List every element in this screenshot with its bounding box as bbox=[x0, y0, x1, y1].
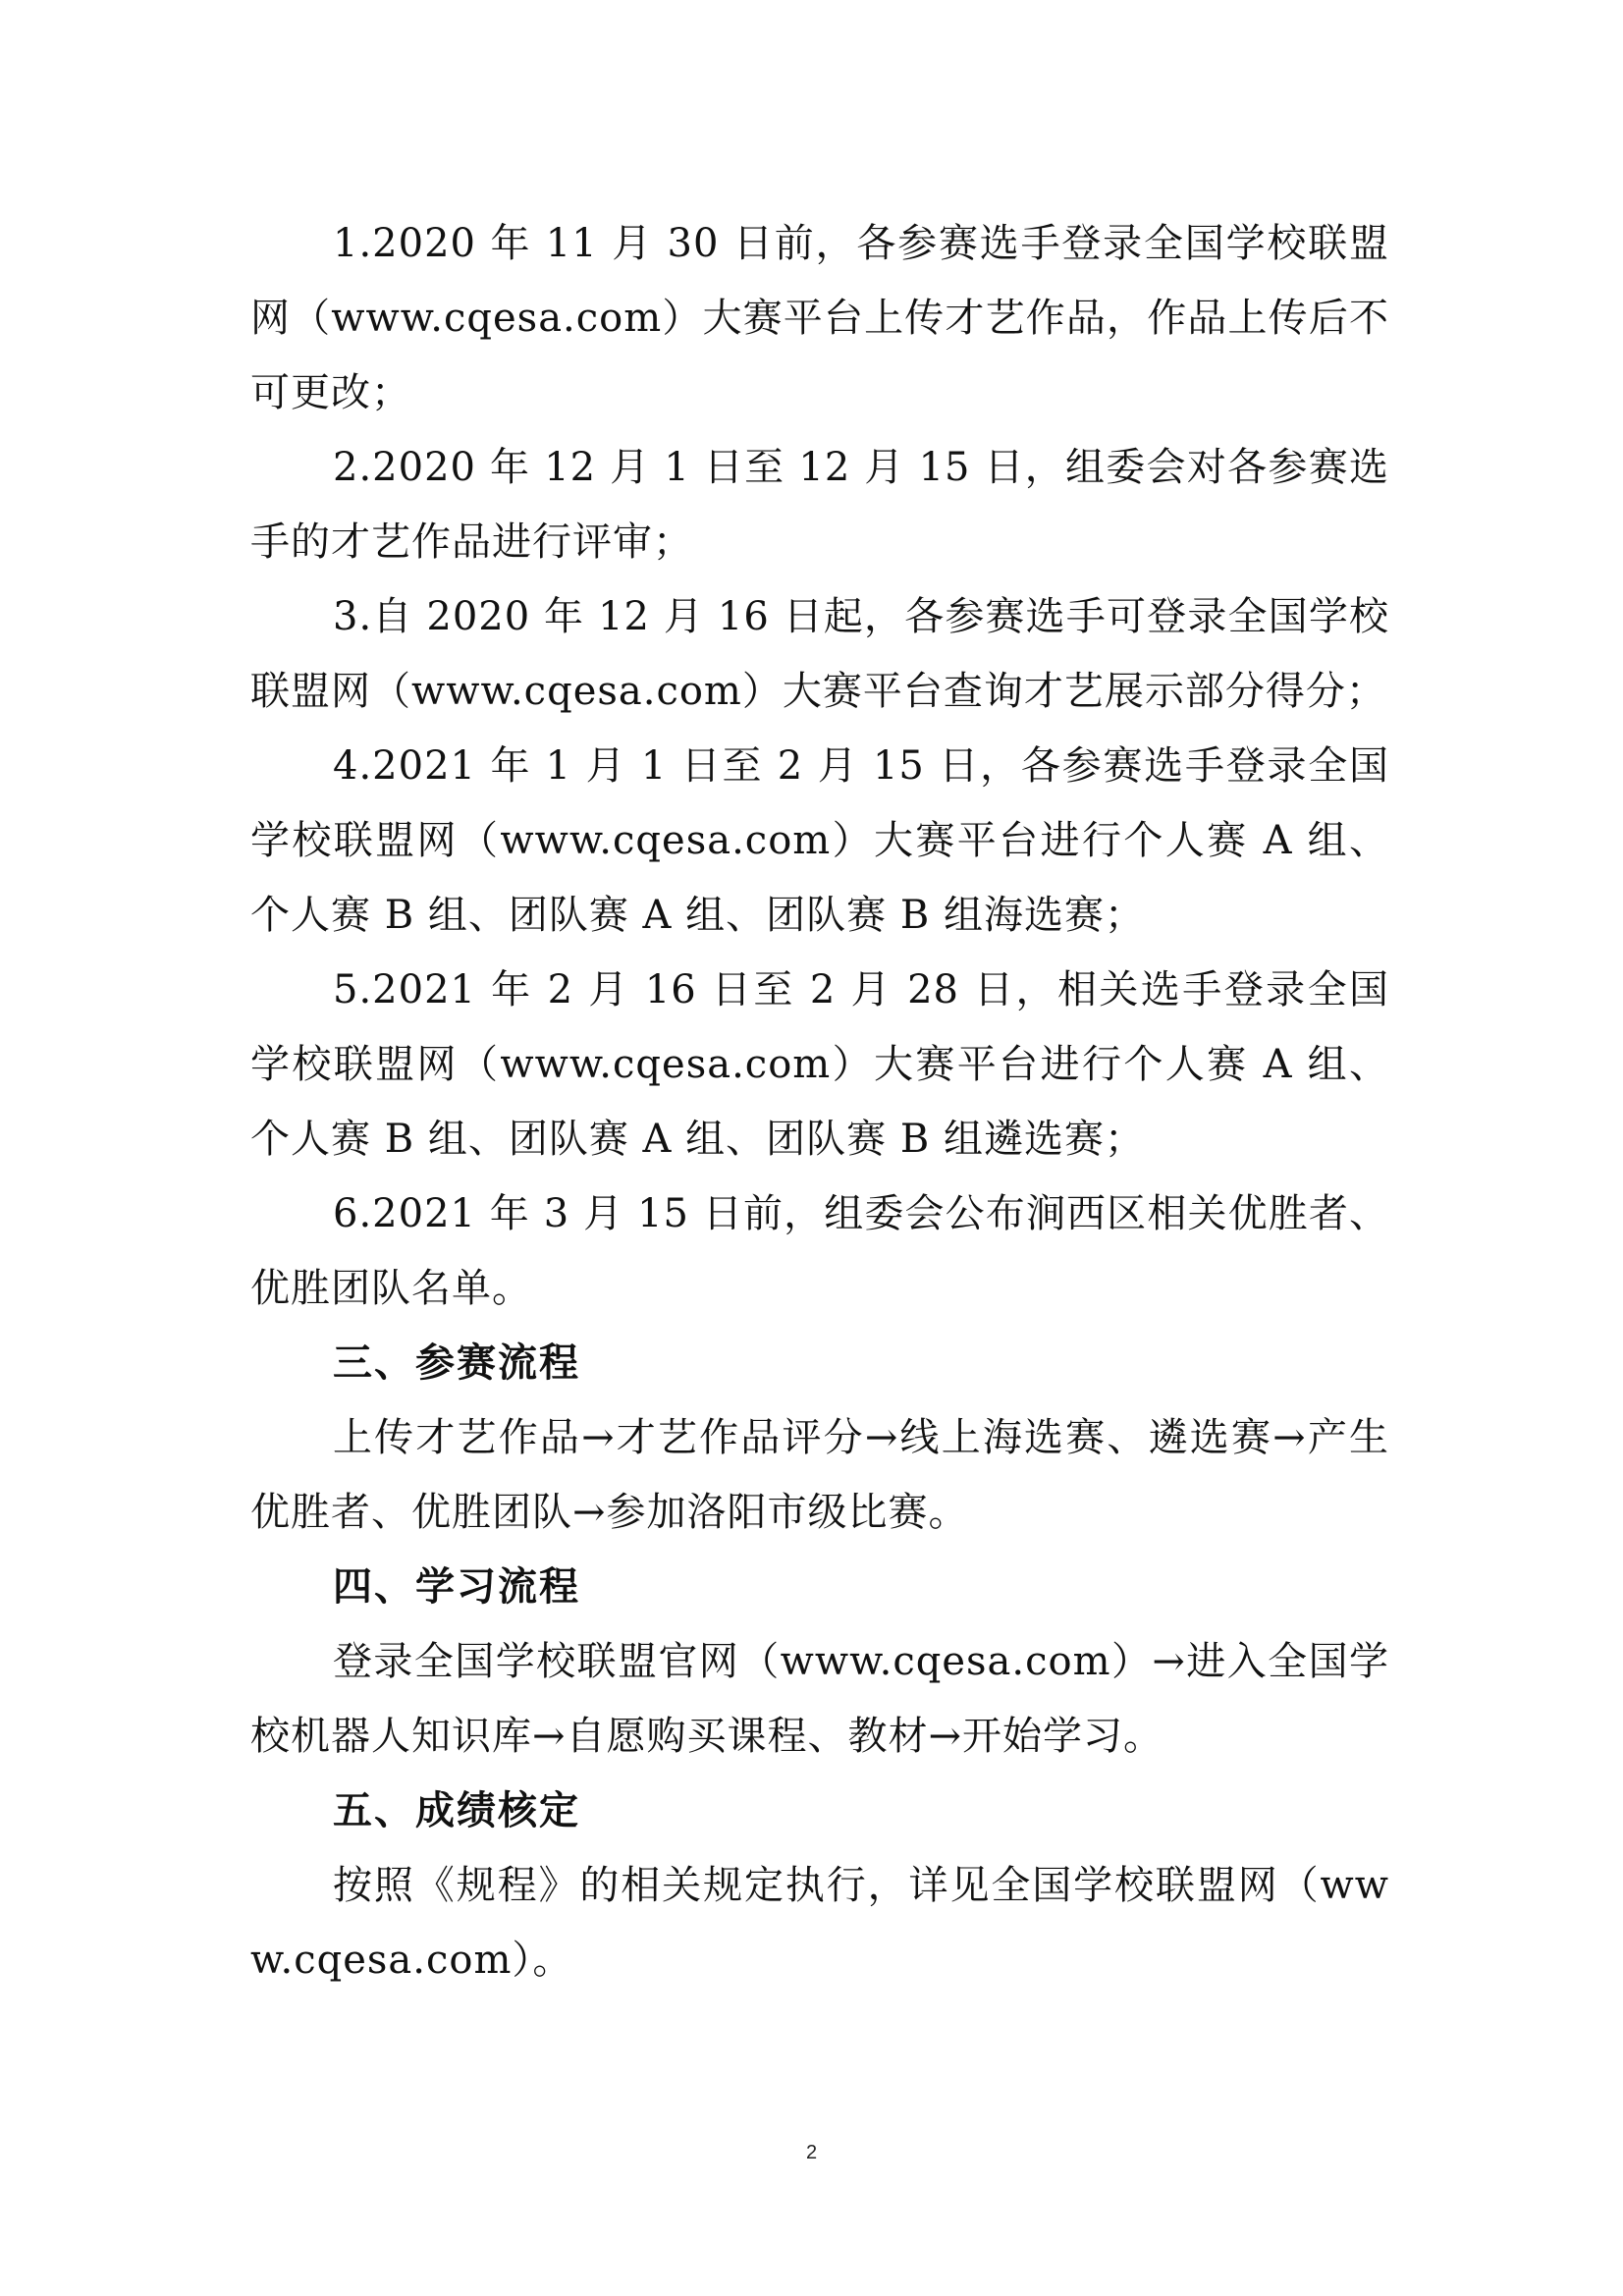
paragraph-score-determination: 按照《规程》的相关规定执行，详见全国学校联盟网（www.cqesa.com）。 bbox=[250, 1863, 1389, 1983]
document-body bbox=[250, 206, 1389, 1997]
section-heading-score-determination: 五、成绩核定 bbox=[333, 1787, 580, 1833]
paragraph-schedule-item-4: 4.2021 年 1 月 1 日至 2 月 15 日，各参赛选手登录全国学校联盟网（www.cqesa.com）大赛平台进行个人赛 A 组、个人赛 B 组、团队赛 A 组、团队赛 B 组海选赛； bbox=[250, 743, 1389, 938]
paragraph-schedule-item-5: 5.2021 年 2 月 16 日至 2 月 28 日，相关选手登录全国学校联盟网（www.cqesa.com）大赛平台进行个人赛 A 组、个人赛 B 组、团队赛 A 组、团队赛 B 组遴选赛； bbox=[250, 967, 1389, 1162]
paragraph-schedule-item-1: 1.2020 年 11 月 30 日前，各参赛选手登录全国学校联盟网（www.cqesa.com）大赛平台上传才艺作品，作品上传后不可更改； bbox=[250, 221, 1389, 415]
paragraph-learning-process: 登录全国学校联盟官网（www.cqesa.com）→进入全国学校机器人知识库→自愿购买课程、教材→开始学习。 bbox=[250, 1639, 1389, 1759]
page-number: 2 bbox=[805, 2142, 818, 2163]
section-heading-learning-process: 四、学习流程 bbox=[333, 1563, 580, 1610]
paragraph-schedule-item-2: 2.2020 年 12 月 1 日至 12 月 15 日，组委会对各参赛选手的才艺作品进行评审； bbox=[250, 445, 1389, 565]
section-heading-competition-process: 三、参赛流程 bbox=[333, 1339, 580, 1386]
paragraph-competition-process: 上传才艺作品→才艺作品评分→线上海选赛、遴选赛→产生优胜者、优胜团队→参加洛阳市级比赛。 bbox=[250, 1415, 1389, 1535]
paragraph-schedule-item-3: 3.自 2020 年 12 月 16 日起，各参赛选手可登录全国学校联盟网（www.cqesa.com）大赛平台查询才艺展示部分得分； bbox=[250, 594, 1389, 714]
paragraph-schedule-item-6: 6.2021 年 3 月 15 日前，组委会公布涧西区相关优胜者、优胜团队名单。 bbox=[250, 1191, 1389, 1311]
